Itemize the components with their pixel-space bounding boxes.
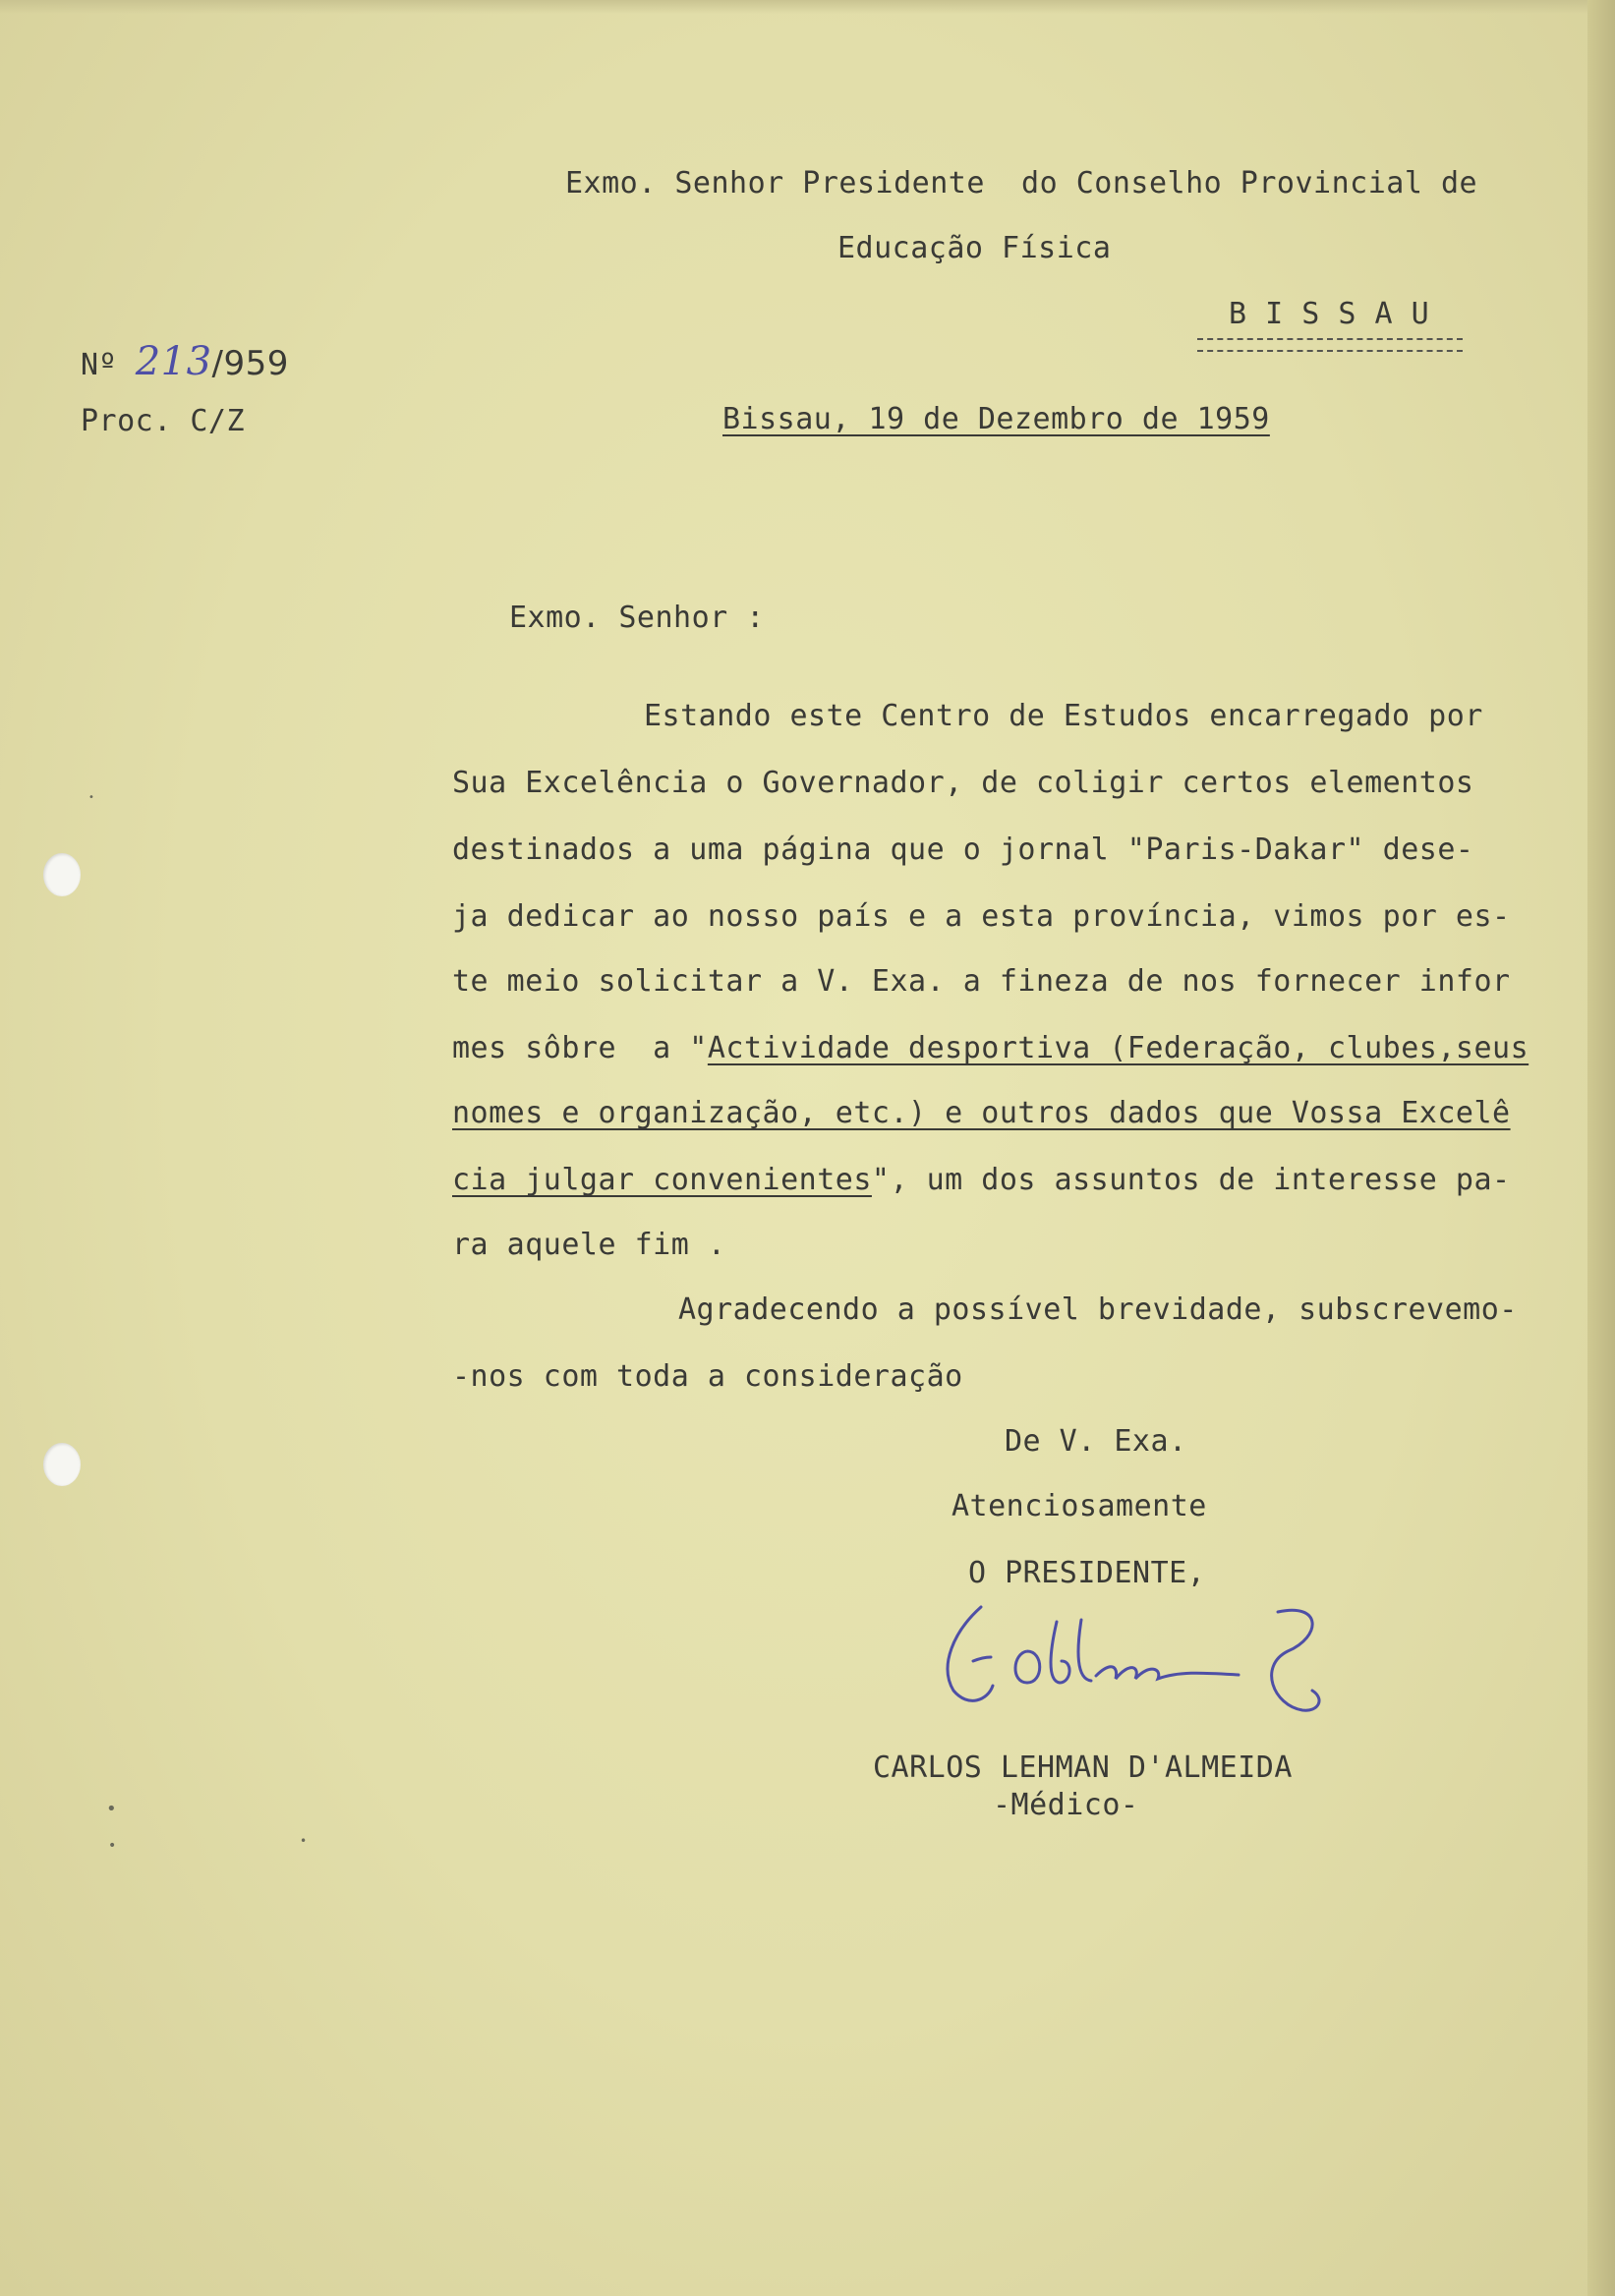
punch-hole-bottom (43, 1443, 81, 1486)
reference-number-year: /959 (211, 344, 289, 383)
body-line-9: ra aquele fim . (452, 1228, 726, 1262)
body-line-4-a: ja dedicar ao nosso país e a esta (452, 899, 1073, 934)
body-line-11: -nos com toda a consideração (452, 1359, 963, 1394)
salutation: Exmo. Senhor : (509, 601, 765, 635)
body-line-8-underlined: cia julgar convenientes (452, 1163, 872, 1197)
signatory-title: -Médico- (993, 1788, 1139, 1822)
paper-speck: • (108, 1838, 117, 1854)
reference-number-prefix: Nº (81, 348, 118, 382)
body-line-8 (452, 1163, 1511, 1197)
closing-line-1: De V. Exa. (1005, 1424, 1187, 1459)
body-line-6 (452, 1031, 1529, 1065)
addressee-line-1: Exmo. Senhor Presidente do Conselho Provincial de (565, 166, 1478, 201)
body-line-5: te meio solicitar a V. Exa. a fineza de nos fornecer infor (452, 964, 1511, 999)
reference-number-handwritten: 213 (135, 339, 212, 384)
body-line-6-a: mes sôbre a " (452, 1031, 708, 1065)
body-line-1: Estando este Centro de Estudos encarregado por (644, 699, 1483, 733)
body-line-6-underlined: Actividade desportiva (Federação, clubes,seus (707, 1031, 1529, 1065)
paper-right-edge (1587, 0, 1615, 2296)
body-line-10: Agradecendo a possível brevidade, subscrevemo- (678, 1292, 1518, 1327)
body-line-3: destinados a uma página que o jornal "Paris-Dakar" dese- (452, 832, 1474, 867)
addressee-city: B I S S A U (1229, 297, 1430, 331)
date-line: Bissau, 19 de Dezembro de 1959 (722, 402, 1270, 436)
city-double-underline (1197, 338, 1463, 352)
body-line-8-b: ", um dos assuntos de interesse pa- (871, 1163, 1511, 1197)
body-line-7: nomes e organização, etc.) e outros dados que Vossa Excelê (452, 1096, 1511, 1130)
closing-line-2: Atenciosamente (952, 1489, 1207, 1523)
signatory-name: CARLOS LEHMAN D'ALMEIDA (873, 1751, 1293, 1785)
addressee-line-2: Educação Física (837, 231, 1112, 265)
punch-hole-top (43, 853, 81, 896)
handwritten-signature (934, 1592, 1347, 1720)
process-code: Proc. C/Z (81, 404, 246, 438)
reference-number (81, 339, 289, 384)
paper-speck: • (106, 1799, 117, 1819)
body-line-2: Sua Excelência o Governador, de coligir certos elementos (452, 766, 1474, 800)
paper-speck: • (300, 1834, 308, 1848)
paper-speck: • (88, 792, 94, 803)
body-line-4-c: , vimos por es- (1237, 899, 1511, 934)
paper-top-edge (0, 0, 1615, 14)
body-line-4 (452, 899, 1511, 934)
closing-line-3: O PRESIDENTE, (968, 1556, 1206, 1590)
body-line-4-province: província (1072, 899, 1238, 934)
